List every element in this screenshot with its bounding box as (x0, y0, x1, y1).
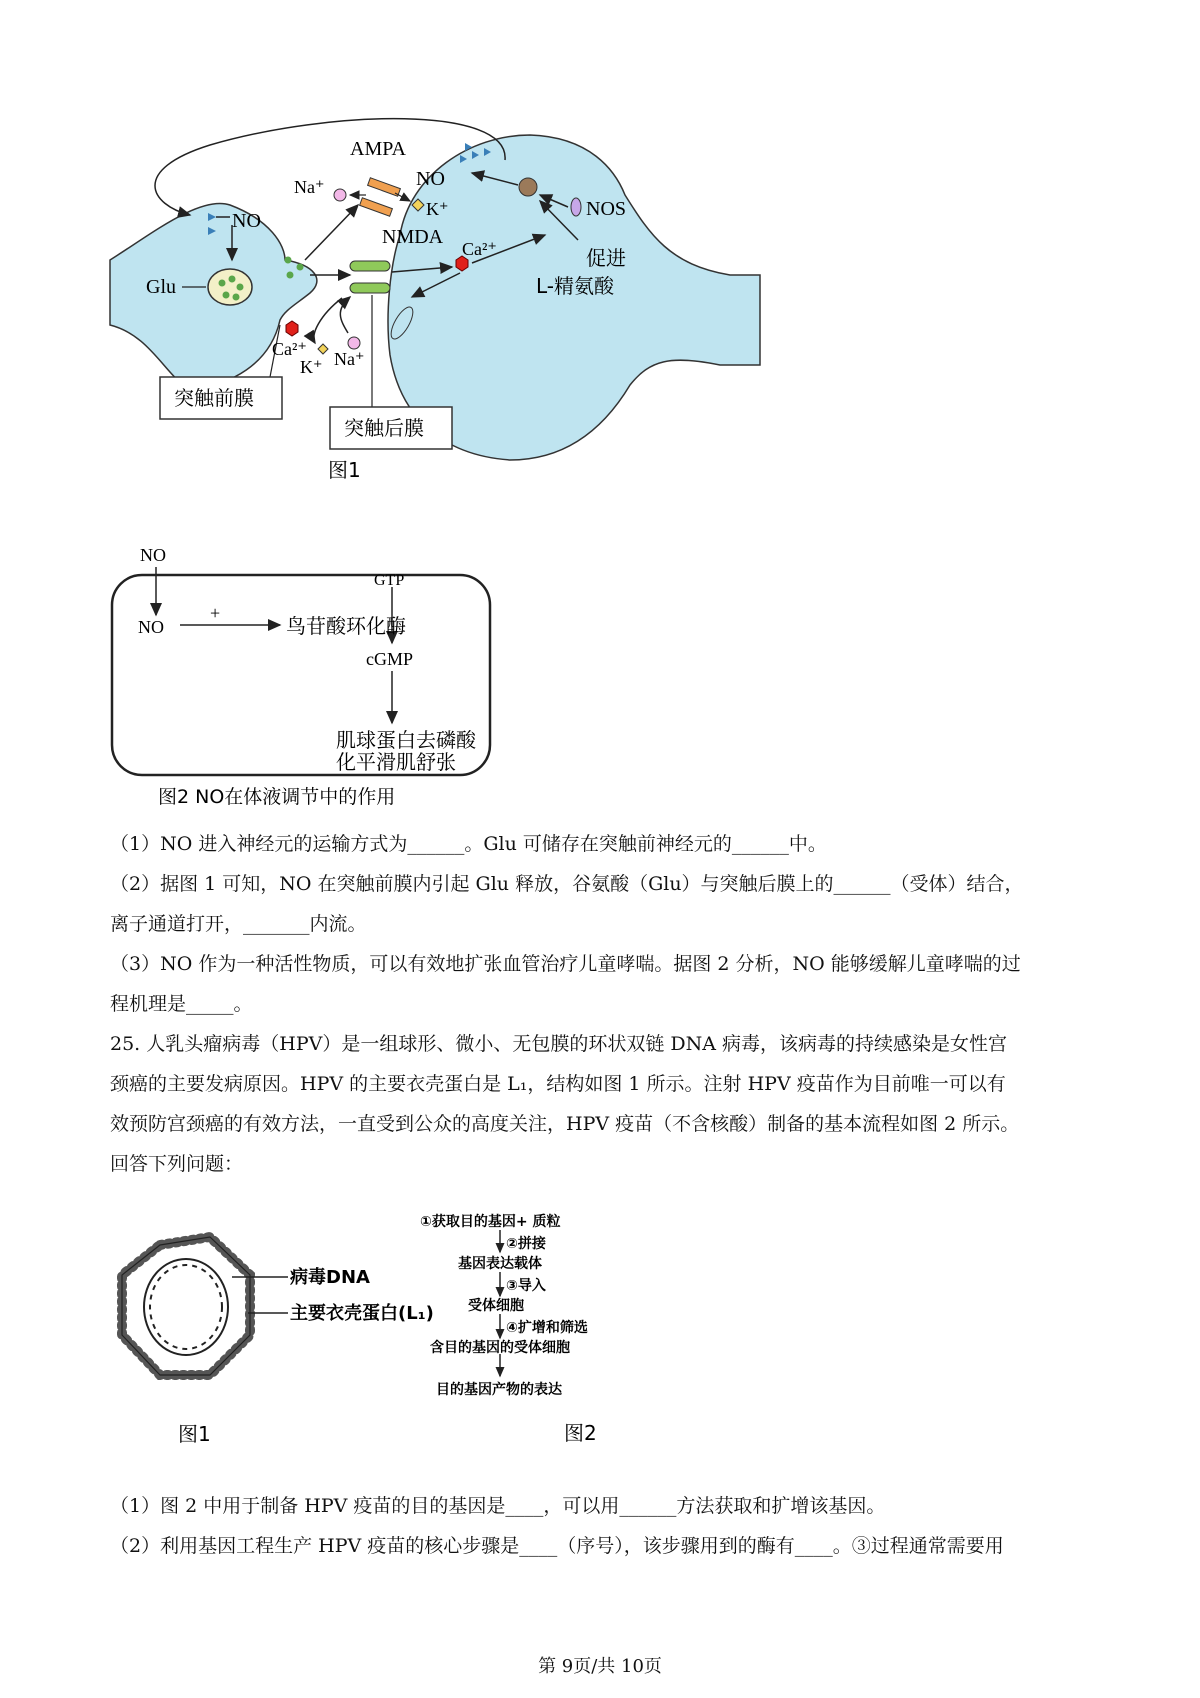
no-pre-label: NO (232, 210, 261, 232)
flow-step-0: ①获取目的基因+ 质粒 (420, 1214, 561, 1230)
page-footer: 第 9页/共 10页 (538, 1656, 662, 1677)
no-outside-label: NO (140, 545, 166, 565)
na-top-label: Na⁺ (294, 177, 325, 197)
q24-sub3-line1: （3）NO 作为一种活性物质，可以有效地扩张血管治疗儿童哮喘。据图 2 分析，NO 能够缓解儿童哮喘的过 (110, 953, 1021, 975)
cgmp-label: cGMP (366, 649, 414, 669)
pre-membrane-label: 突触前膜 (174, 386, 254, 410)
figure2-no-pathway (110, 545, 510, 815)
q24-sub2-line2: 离子通道打开，_______内流。 (110, 913, 367, 935)
nmda-label: NMDA (382, 226, 444, 248)
q24-sub2-line1: （2）据图 1 可知，NO 在突触前膜内引起 Glu 释放，谷氨酸（Glu）与突触后膜上的______（受体）结合， (110, 873, 1024, 895)
plus-label: + (210, 603, 221, 623)
figure2-caption: 图2 NO在体液调节中的作用 (158, 786, 396, 808)
q24-sub1: （1）NO 进入神经元的运输方式为______。Glu 可储存在突触前神经元的______中。 (110, 833, 827, 855)
hpv-dna-label: 病毒DNA (290, 1267, 370, 1288)
result-line2: 化平滑肌舒张 (336, 750, 456, 774)
no-inside-label: NO (138, 617, 164, 637)
glu-label: Glu (146, 276, 176, 298)
flow-step-1: ②拼接 (506, 1236, 546, 1252)
q25-figure2-flow (410, 1210, 670, 1460)
arginine-label: L-精氨酸 (536, 274, 615, 298)
enzyme-label: 鸟苷酸环化酶 (286, 614, 406, 638)
flow-step-4: 受体细胞 (468, 1298, 524, 1314)
k-bottom-label: K⁺ (300, 357, 323, 377)
flow-step-6: 含目的基因的受体细胞 (430, 1340, 570, 1356)
ca-bottom-label: Ca²⁺ (272, 339, 307, 359)
q25-sub2: （2）利用基因工程生产 HPV 疫苗的核心步骤是____（序号），该步骤用到的酶有____。③过程通常需要用 (110, 1535, 1004, 1557)
q25-intro-line2: 颈癌的主要发病原因。HPV 的主要衣壳蛋白是 L₁，结构如图 1 所示。注射 HPV 疫苗作为目前唯一可以有 (110, 1073, 1006, 1095)
nos-label: NOS (586, 198, 627, 220)
result-line1: 肌球蛋白去磷酸 (336, 728, 476, 752)
q25-intro-line4: 回答下列问题： (110, 1153, 244, 1175)
figure1-caption: 图1 (328, 458, 361, 482)
flow-step-3: ③导入 (506, 1278, 546, 1294)
hpv-capsid-label: 主要衣壳蛋白(L₁) (290, 1303, 434, 1324)
k-top-label: K⁺ (426, 199, 449, 219)
no-post-label: NO (416, 168, 445, 190)
q25-figure1-caption: 图1 (178, 1422, 211, 1446)
q25-intro-line1: 25. 人乳头瘤病毒（HPV）是一组球形、微小、无包膜的环状双链 DNA 病毒，该病毒的持续感染是女性宫 (110, 1033, 1007, 1055)
flow-step-5: ④扩增和筛选 (506, 1320, 588, 1336)
q25-figure1-hpv-structure (110, 1225, 434, 1455)
ampa-label: AMPA (350, 138, 406, 160)
na-bottom-label: Na⁺ (334, 349, 365, 369)
q25-intro-line3: 效预防宫颈癌的有效方法，一直受到公众的高度关注，HPV 疫苗（不含核酸）制备的基本流程如图 2 所示。 (110, 1113, 1020, 1135)
gtp-label: GTP (374, 572, 405, 589)
flow-step-2: 基因表达载体 (458, 1256, 542, 1272)
q25-sub1: （1）图 2 中用于制备 HPV 疫苗的目的基因是____，可以用______方法获取和扩增该基因。 (110, 1495, 886, 1517)
q25-figure2-caption: 图2 (564, 1421, 597, 1445)
ca-post-label: Ca²⁺ (462, 239, 497, 259)
flow-step-7: 目的基因产物的表达 (436, 1382, 562, 1398)
post-membrane-label: 突触后膜 (344, 416, 424, 440)
glu-vesicle (208, 269, 252, 305)
figure1-synapse-diagram (110, 115, 760, 515)
nos-complex (519, 178, 537, 196)
promote-label: 促进 (586, 246, 626, 270)
q24-sub3-line2: 程机理是_____。 (110, 993, 253, 1015)
